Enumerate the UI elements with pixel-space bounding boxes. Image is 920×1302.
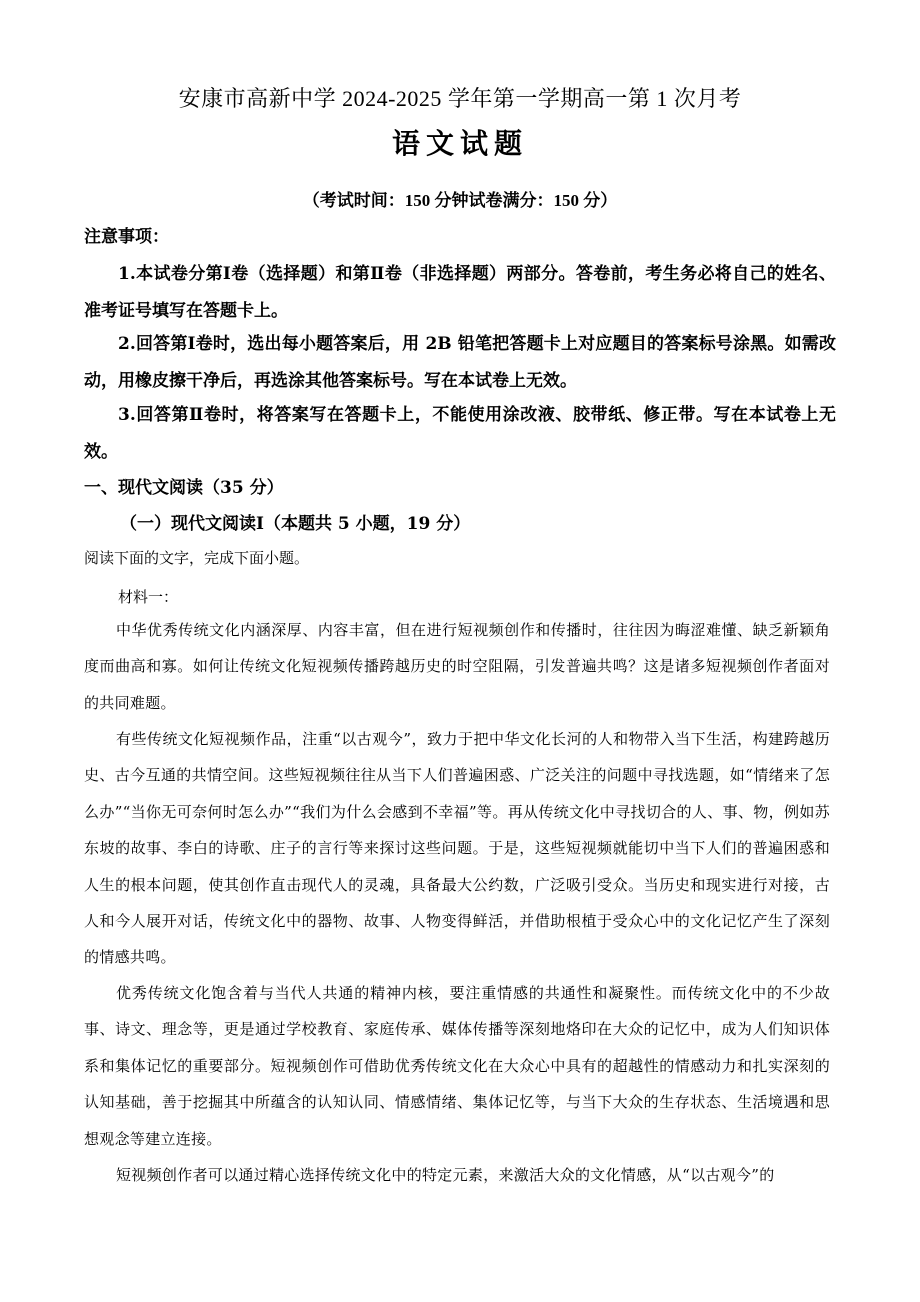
body-paragraph: 中华优秀传统文化内涵深厚、内容丰富，但在进行短视频创作和传播时，往往因为晦涩难懂、缺乏新颖角度而曲高和寡。如何让传统文化短视频传播跨越历史的时空阻隔，引发普遍共鸣？这是诸多短视频创作者面对的共同难题。: [84, 621, 830, 712]
notice-heading: 注意事项：: [84, 227, 169, 247]
subject-title: 语文试题: [391, 129, 528, 160]
body-paragraph: 有些传统文化短视频作品，注重“以古观今”，致力于把中华文化长河的人和物带入当下生活，构建跨越历史、古今互通的共情空间。这些短视频往往从当下人们普遍困惑、广泛关注的问题中寻找选题，如“情绪来了怎么办”“当你无可奈何时怎么办”“我们为什么会感到不幸福”等。再从传统文化中寻找切合的人、事、物，例如苏东坡的故事、李白的诗歌、庄子的言行等来探讨这些问题。于是，这些短视频就能切中当下人们的普遍困惑和人生的根本问题，使其创作直击现代人的灵魂，具备最大公约数，广泛吸引受众。当历史和现实进行对接，古人和今人展开对话，传统文化中的器物、故事、人物变得鲜活，并借助根植于受众心中的文化记忆产生了深刻的情感共鸣。: [84, 730, 830, 967]
notice-item: 1.本试卷分第Ⅰ卷（选择题）和第Ⅱ卷（非选择题）两部分。答卷前，考生务必将自己的姓名、准考证号填写在答题卡上。: [84, 264, 836, 321]
body-paragraph: 短视频创作者可以通过精心选择传统文化中的特定元素，来激活大众的文化情感，从“以古观今”的: [116, 1166, 775, 1184]
notice-item: 2.回答第Ⅰ卷时，选出每小题答案后，用 2B 铅笔把答题卡上对应题目的答案标号涂黑。如需改动，用橡皮擦干净后，再选涂其他答案标号。写在本试卷上无效。: [84, 334, 836, 391]
exam-time-info: （考试时间：150 分钟试卷满分：150 分）: [302, 191, 618, 210]
reading-instruction: 阅读下面的文字，完成下面小题。: [84, 549, 310, 567]
material-label: 材料一：: [118, 588, 179, 606]
notice-item: 3.回答第Ⅱ卷时，将答案写在答题卡上，不能使用涂改液、胶带纸、修正带。写在本试卷上无效。: [84, 405, 836, 462]
body-paragraph: 优秀传统文化饱含着与当代人共通的精神内核，要注重情感的共通性和凝聚性。而传统文化中的不少故事、诗文、理念等，更是通过学校教育、家庭传承、媒体传播等深刻地烙印在大众的记忆中，成为人们知识体系和集体记忆的重要部分。短视频创作可借助优秀传统文化在大众心中具有的超越性的情感动力和扎实深刻的认知基础，善于挖掘其中所蕴含的认知认同、情感情绪、集体记忆等，与当下大众的生存状态、生活境遇和思想观念等建立连接。: [84, 984, 830, 1148]
exam-name: 安康市高新中学 2024-2025 学年第一学期高一第 1 次月考: [178, 86, 742, 111]
section-heading: 一、现代文阅读（35 分）: [84, 478, 284, 498]
subsection-heading: （一）现代文阅读Ⅰ（本题共 5 小题，19 分）: [120, 514, 471, 534]
